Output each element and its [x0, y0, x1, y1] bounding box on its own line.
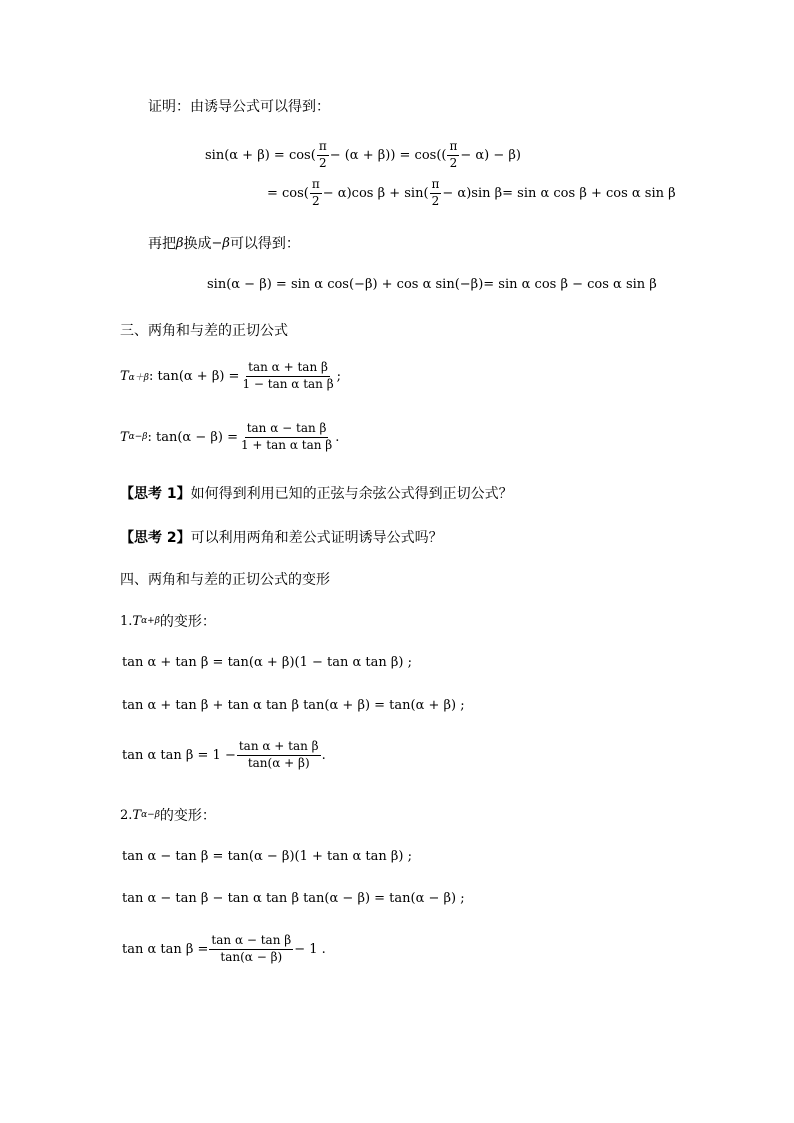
proof-intro: 证明：由诱导公式可以得到： [148, 99, 330, 115]
fraction-pi-over-2: $\frac{\pi}{2}$ [431, 177, 440, 208]
fraction-tan-difference: $\frac{\text{tan α − tan β}}{\text{1 + tan α tan β}}$ [240, 421, 333, 452]
formula-sin-sum-line1: sin(α + β) = cos( $\frac{\pi}{2}$ − (α + β)) = cos(( $\frac{\pi}{2}$ − α) − β) [205, 139, 521, 170]
formula-variant-6: tan α tan β = $\frac{\text{tan α − tan β}}{\tan(\alpha - \beta)}$ − 1 . [122, 933, 326, 964]
fraction-pi-over-2: $\frac{\pi}{2}$ [318, 139, 327, 170]
fraction-pi-over-2: $\frac{\pi}{2}$ [311, 177, 320, 208]
subsection-tan-difference-variants: 2. T α−β 的变形： [120, 807, 216, 824]
fraction-tan-sum: $\frac{\text{tan α + tan β}}{\text{1 − tan α tan β}}$ [242, 360, 334, 391]
formula-variant-5: tan α − tan β − tan α tan β tan(α − β) = tan(α − β) ; [122, 891, 465, 906]
formula-tan-difference: T α−β : tan(α − β) = $\frac{\text{tan α − tan β}}{\text{1 + tan α tan β}}$ . [120, 421, 340, 452]
fraction-pi-over-2: $\frac{\pi}{2}$ [449, 139, 458, 170]
formula-variant-2: tan α + tan β + tan α tan β tan(α + β) = tan(α + β) ; [122, 698, 465, 713]
fraction-variant-3: $\frac{\text{tan α + tan β}}{\tan(\alpha + \beta)}$ [238, 739, 319, 770]
replace-beta-intro: 再把 β 换成 −β 可以得到： [148, 235, 300, 252]
formula-variant-1: tan α + tan β = tan(α + β)(1 − tan α tan β) ; [122, 655, 412, 670]
formula-tan-sum: T α＋β : tan(α + β) = $\frac{\text{tan α + tan β}}{\text{1 − tan α tan β}}$ ; [120, 360, 342, 391]
subsection-tan-sum-variants: 1. T α+β 的变形： [120, 613, 216, 630]
think-2: 【思考 2】 可以利用两角和差公式证明诱导公式吗？ [120, 530, 443, 546]
formula-variant-4: tan α − tan β = tan(α − β)(1 + tan α tan β) ; [122, 849, 412, 864]
section4-title: 四、两角和与差的正切公式的变形 [120, 572, 330, 588]
formula-sin-difference: sin(α − β) = sin α cos(−β) + cos α sin(−β)= sin α cos β − cos α sin β [207, 277, 657, 292]
think-1: 【思考 1】 如何得到利用已知的正弦与余弦公式得到正切公式？ [120, 486, 513, 502]
fraction-variant-6: $\frac{\text{tan α − tan β}}{\tan(\alpha - \beta)}$ [211, 933, 292, 964]
formula-variant-3: tan α tan β = 1 − $\frac{\text{tan α + tan β}}{\tan(\alpha + \beta)}$ . [122, 739, 326, 770]
formula-sin-sum-line2: = cos( $\frac{\pi}{2}$ − α)cos β + sin( $\frac{\pi}{2}$ − α)sin β= sin α cos β + cos α sin β [267, 177, 676, 208]
section3-title: 三、两角和与差的正切公式 [120, 323, 288, 339]
